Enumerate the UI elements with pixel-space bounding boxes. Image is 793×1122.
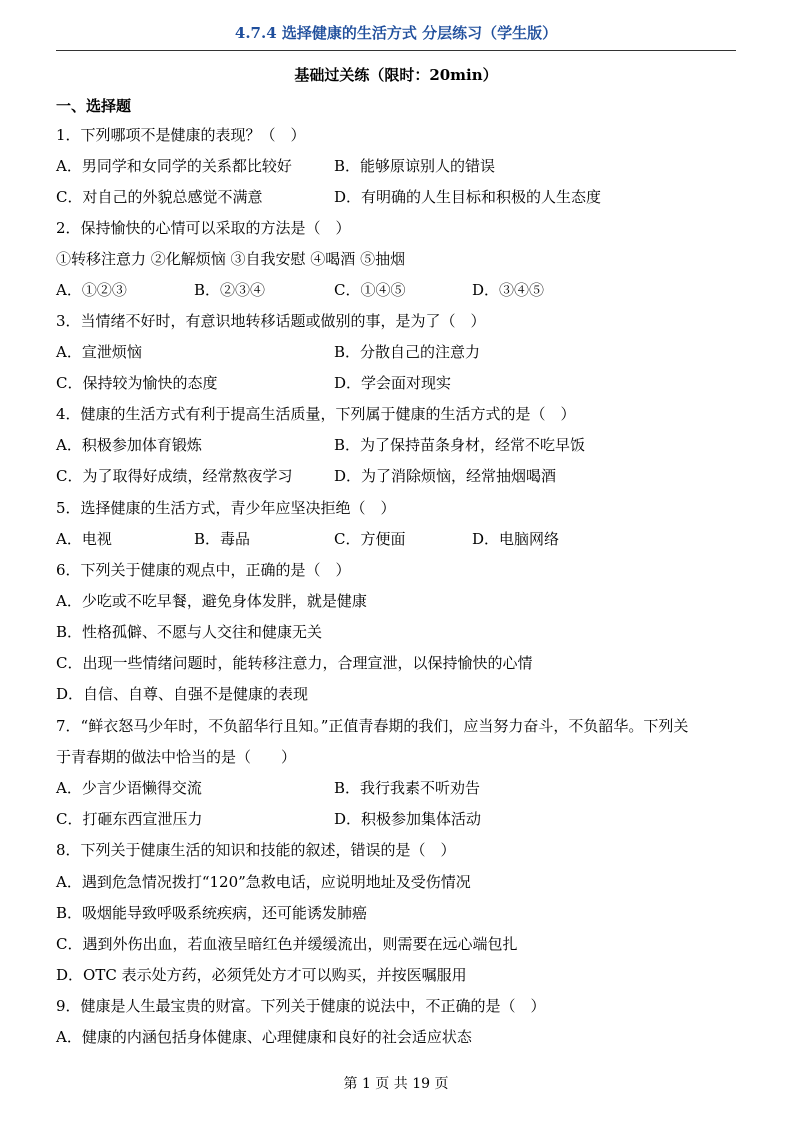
option-row xyxy=(56,280,545,300)
option: B．分散自己的注意力 xyxy=(334,343,481,361)
option: B．性格孤僻、不愿与人交往和健康无关 xyxy=(56,623,323,641)
option: D．有明确的人生目标和积极的人生态度 xyxy=(334,188,602,206)
option-row xyxy=(56,156,496,176)
option: B．②③④ xyxy=(194,281,266,299)
option: C．打砸东西宣泄压力 xyxy=(56,810,203,828)
option-row xyxy=(56,466,557,486)
option: A．遇到危急情况拨打“120”急救电话，应说明地址及受伤情况 xyxy=(56,873,471,891)
option: D．积极参加集体活动 xyxy=(334,810,482,828)
question-stem: 5．选择健康的生活方式，青少年应坚决拒绝（ ） xyxy=(56,499,396,517)
option-row xyxy=(56,373,452,393)
question-stem: 7．“鲜衣怒马少年时，不负韶华行且知。”正值青春期的我们，应当努力奋斗，不负韶华。下列关 xyxy=(56,717,689,735)
option: D．OTC 表示处方药，必须凭处方才可以购买，并按医嘱服用 xyxy=(56,966,467,984)
section-heading: 一、选择题 xyxy=(56,97,132,115)
option: B．能够原谅别人的错误 xyxy=(334,157,496,175)
option-row xyxy=(56,809,482,829)
option-row xyxy=(56,342,481,362)
option-row xyxy=(56,778,481,798)
option: B．毒品 xyxy=(194,530,251,548)
option: C．为了取得好成绩，经常熬夜学习 xyxy=(56,467,293,485)
option: A．健康的内涵包括身体健康、心理健康和良好的社会适应状态 xyxy=(56,1028,472,1046)
option: C．出现一些情绪问题时，能转移注意力，合理宣泄，以保持愉快的心情 xyxy=(56,654,533,672)
question-stem: ①转移注意力 ②化解烦恼 ③自我安慰 ④喝酒 ⑤抽烟 xyxy=(56,250,406,268)
question-stem: 2．保持愉快的心情可以采取的方法是（ ） xyxy=(56,219,351,237)
option: C．①④⑤ xyxy=(334,281,406,299)
question-stem: 8．下列关于健康生活的知识和技能的叙述，错误的是（ ） xyxy=(56,841,456,859)
question-stem: 3．当情绪不好时，有意识地转移话题或做别的事，是为了（ ） xyxy=(56,312,486,330)
option: D．为了消除烦恼，经常抽烟喝酒 xyxy=(334,467,557,485)
question-stem: 4．健康的生活方式有利于提高生活质量，下列属于健康的生活方式的是（ ） xyxy=(56,405,576,423)
option-row xyxy=(56,435,586,455)
option: C．保持较为愉快的态度 xyxy=(56,374,218,392)
question-stem: 于青春期的做法中恰当的是（ ） xyxy=(56,748,297,766)
option: D．学会面对现实 xyxy=(334,374,452,392)
question-stem: 1．下列哪项不是健康的表现？（ ） xyxy=(56,126,306,144)
option: A．男同学和女同学的关系都比较好 xyxy=(56,157,292,175)
option: B．吸烟能导致呼吸系统疾病，还可能诱发肺癌 xyxy=(56,904,368,922)
option: C．对自己的外貌总感觉不满意 xyxy=(56,188,263,206)
option: A．积极参加体育锻炼 xyxy=(56,436,202,454)
document-header-title: 4.7.4 选择健康的生活方式 分层练习（学生版） xyxy=(234,24,558,42)
option: A．宣泄烦恼 xyxy=(56,343,142,361)
option: D．电脑网络 xyxy=(472,530,560,548)
option: C．方便面 xyxy=(334,530,406,548)
option: A．少言少语懒得交流 xyxy=(56,779,202,797)
page-footer: 第 1 页 共 19 页 xyxy=(343,1076,449,1092)
question-stem: 6．下列关于健康的观点中，正确的是（ ） xyxy=(56,561,351,579)
option: A．①②③ xyxy=(56,281,127,299)
option: D．③④⑤ xyxy=(472,281,545,299)
option: A．电视 xyxy=(56,530,112,548)
header-rule xyxy=(56,50,736,51)
option-row xyxy=(56,187,602,207)
option: C．遇到外伤出血，若血液呈暗红色并缓缓流出，则需要在远心端包扎 xyxy=(56,935,518,953)
question-stem: 9．健康是人生最宝贵的财富。下列关于健康的说法中，不正确的是（ ） xyxy=(56,997,546,1015)
option: A．少吃或不吃早餐，避免身体发胖，就是健康 xyxy=(56,592,367,610)
option: B．为了保持苗条身材，经常不吃早饭 xyxy=(334,436,586,454)
option: B．我行我素不听劝告 xyxy=(334,779,481,797)
option-row xyxy=(56,529,560,549)
exercise-subtitle: 基础过关练（限时：20min） xyxy=(294,66,498,84)
option: D．自信、自尊、自强不是健康的表现 xyxy=(56,685,309,703)
